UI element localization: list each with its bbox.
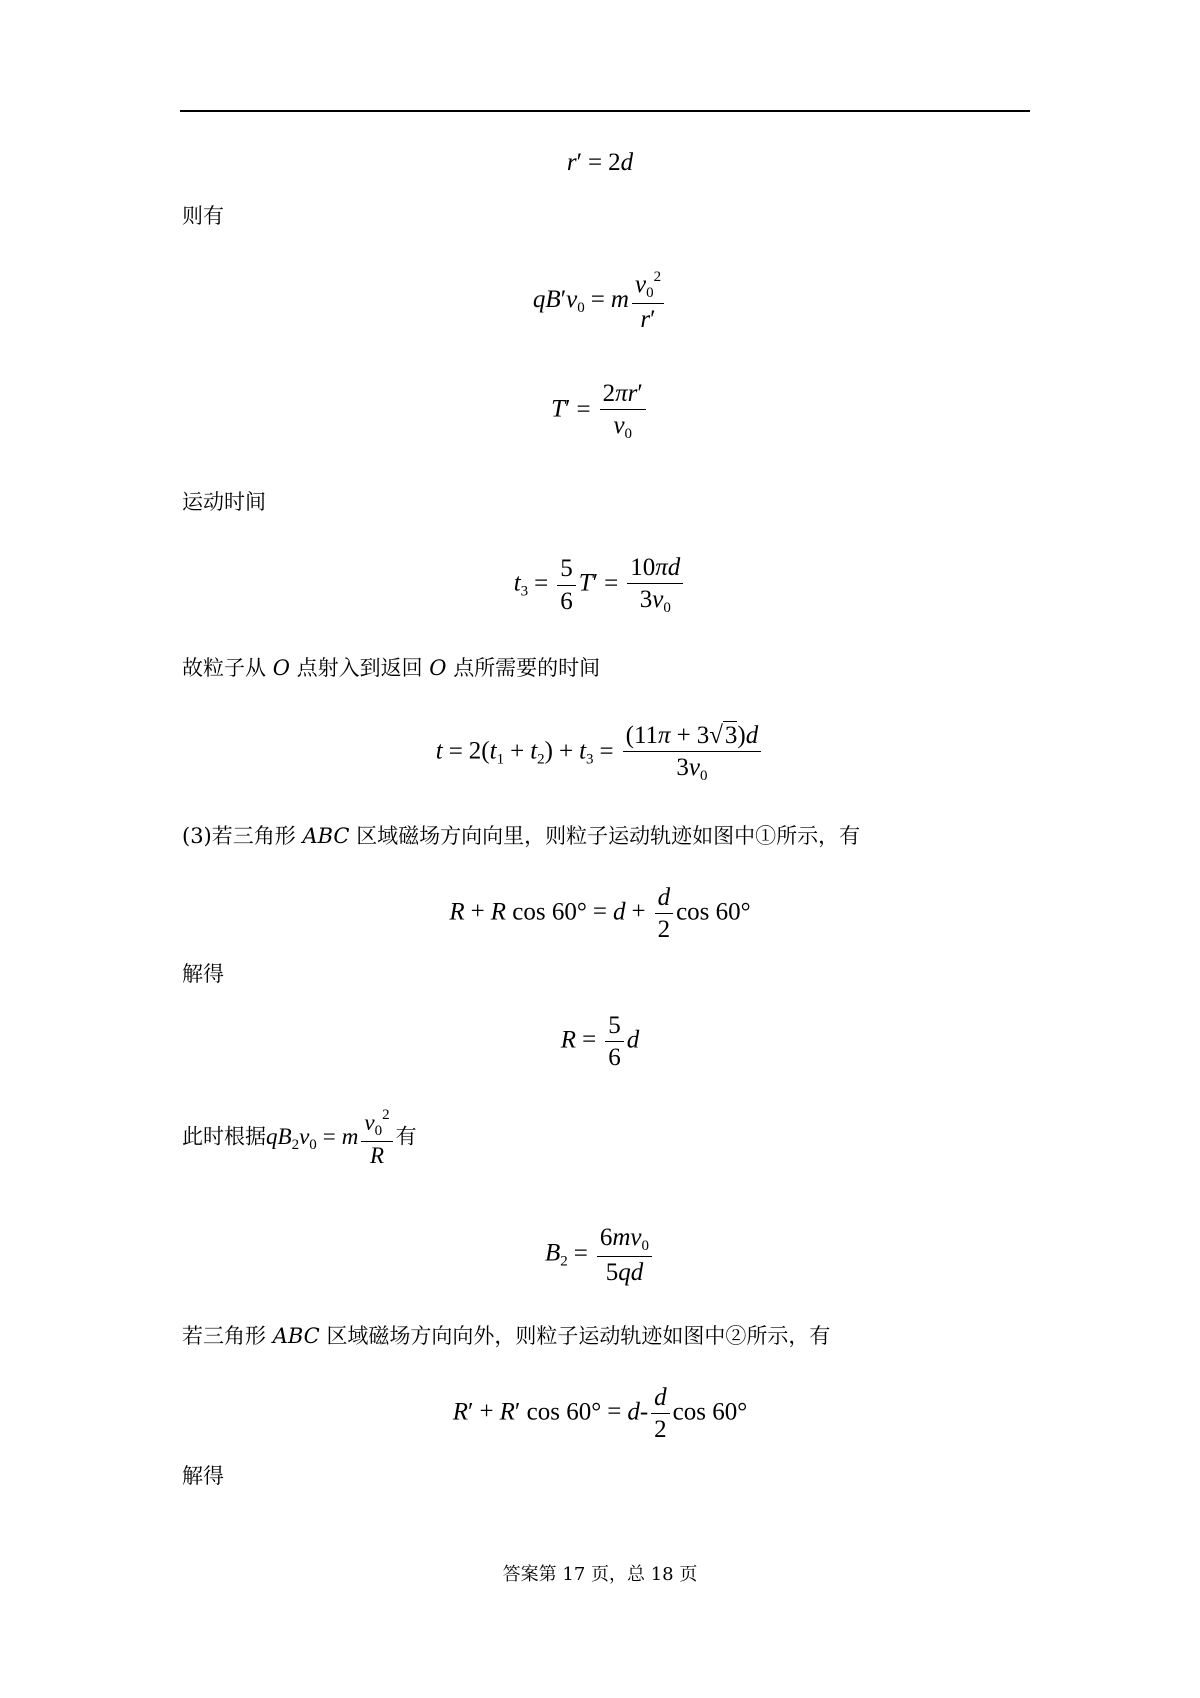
- equation-t3: $t_3$ = $\frac{5}{6}$ T′ = $\frac{10\pi d}{3v_0}$: [0, 552, 1200, 618]
- text-total-time: 故粒子从 O 点射入到返回 O 点所需要的时间: [182, 656, 601, 680]
- equation-B2: $B_2$ = $\frac{6mv_0}{5qd}$: [0, 1222, 1200, 1288]
- equation-period: T′ = $\frac{2\pi r'}{v_0}$: [0, 378, 1200, 444]
- equation-radius: r′ = 2d: [566, 149, 634, 177]
- text-then-have: 则有: [182, 204, 224, 228]
- text-outward: 若三角形 ABC 区域磁场方向向外，则粒子运动轨迹如图中②所示，有: [182, 1324, 831, 1348]
- text-part3: (3)若三角形 ABC 区域磁场方向向里，则粒子运动轨迹如图中①所示，有: [182, 824, 861, 848]
- equation-total-time: $t = 2(t_1 + t_2) + t_3$ = $\frac{(11\pi + 3√3)d}{3v_0}$: [0, 720, 1200, 786]
- text-solve-2: 解得: [182, 1464, 224, 1488]
- page-footer: 答案第 17 页，总 18 页: [502, 1564, 698, 1585]
- text-per-relation: 此时根据$qB_2v_0 = m$ $\frac{v_0^2}{R}$ 有: [182, 1107, 417, 1168]
- equation-lorentz-force: $qB'v_0 = m$ $\frac{v_0^2}{r'}$: [0, 268, 1200, 335]
- equation-geometry-outward: R′ + R′ cos 60° = d- $\frac{d}{2}$ cos 60°: [452, 1384, 748, 1444]
- text-solve-1: 解得: [182, 962, 224, 986]
- header-rule: [180, 110, 1030, 112]
- equation-R: R = $\frac{5}{6}$ d: [560, 1012, 640, 1072]
- text-motion-time: 运动时间: [182, 490, 266, 514]
- equation-geometry-inward: R + R cos 60° = d + $\frac{d}{2}$ cos 60°: [449, 884, 751, 944]
